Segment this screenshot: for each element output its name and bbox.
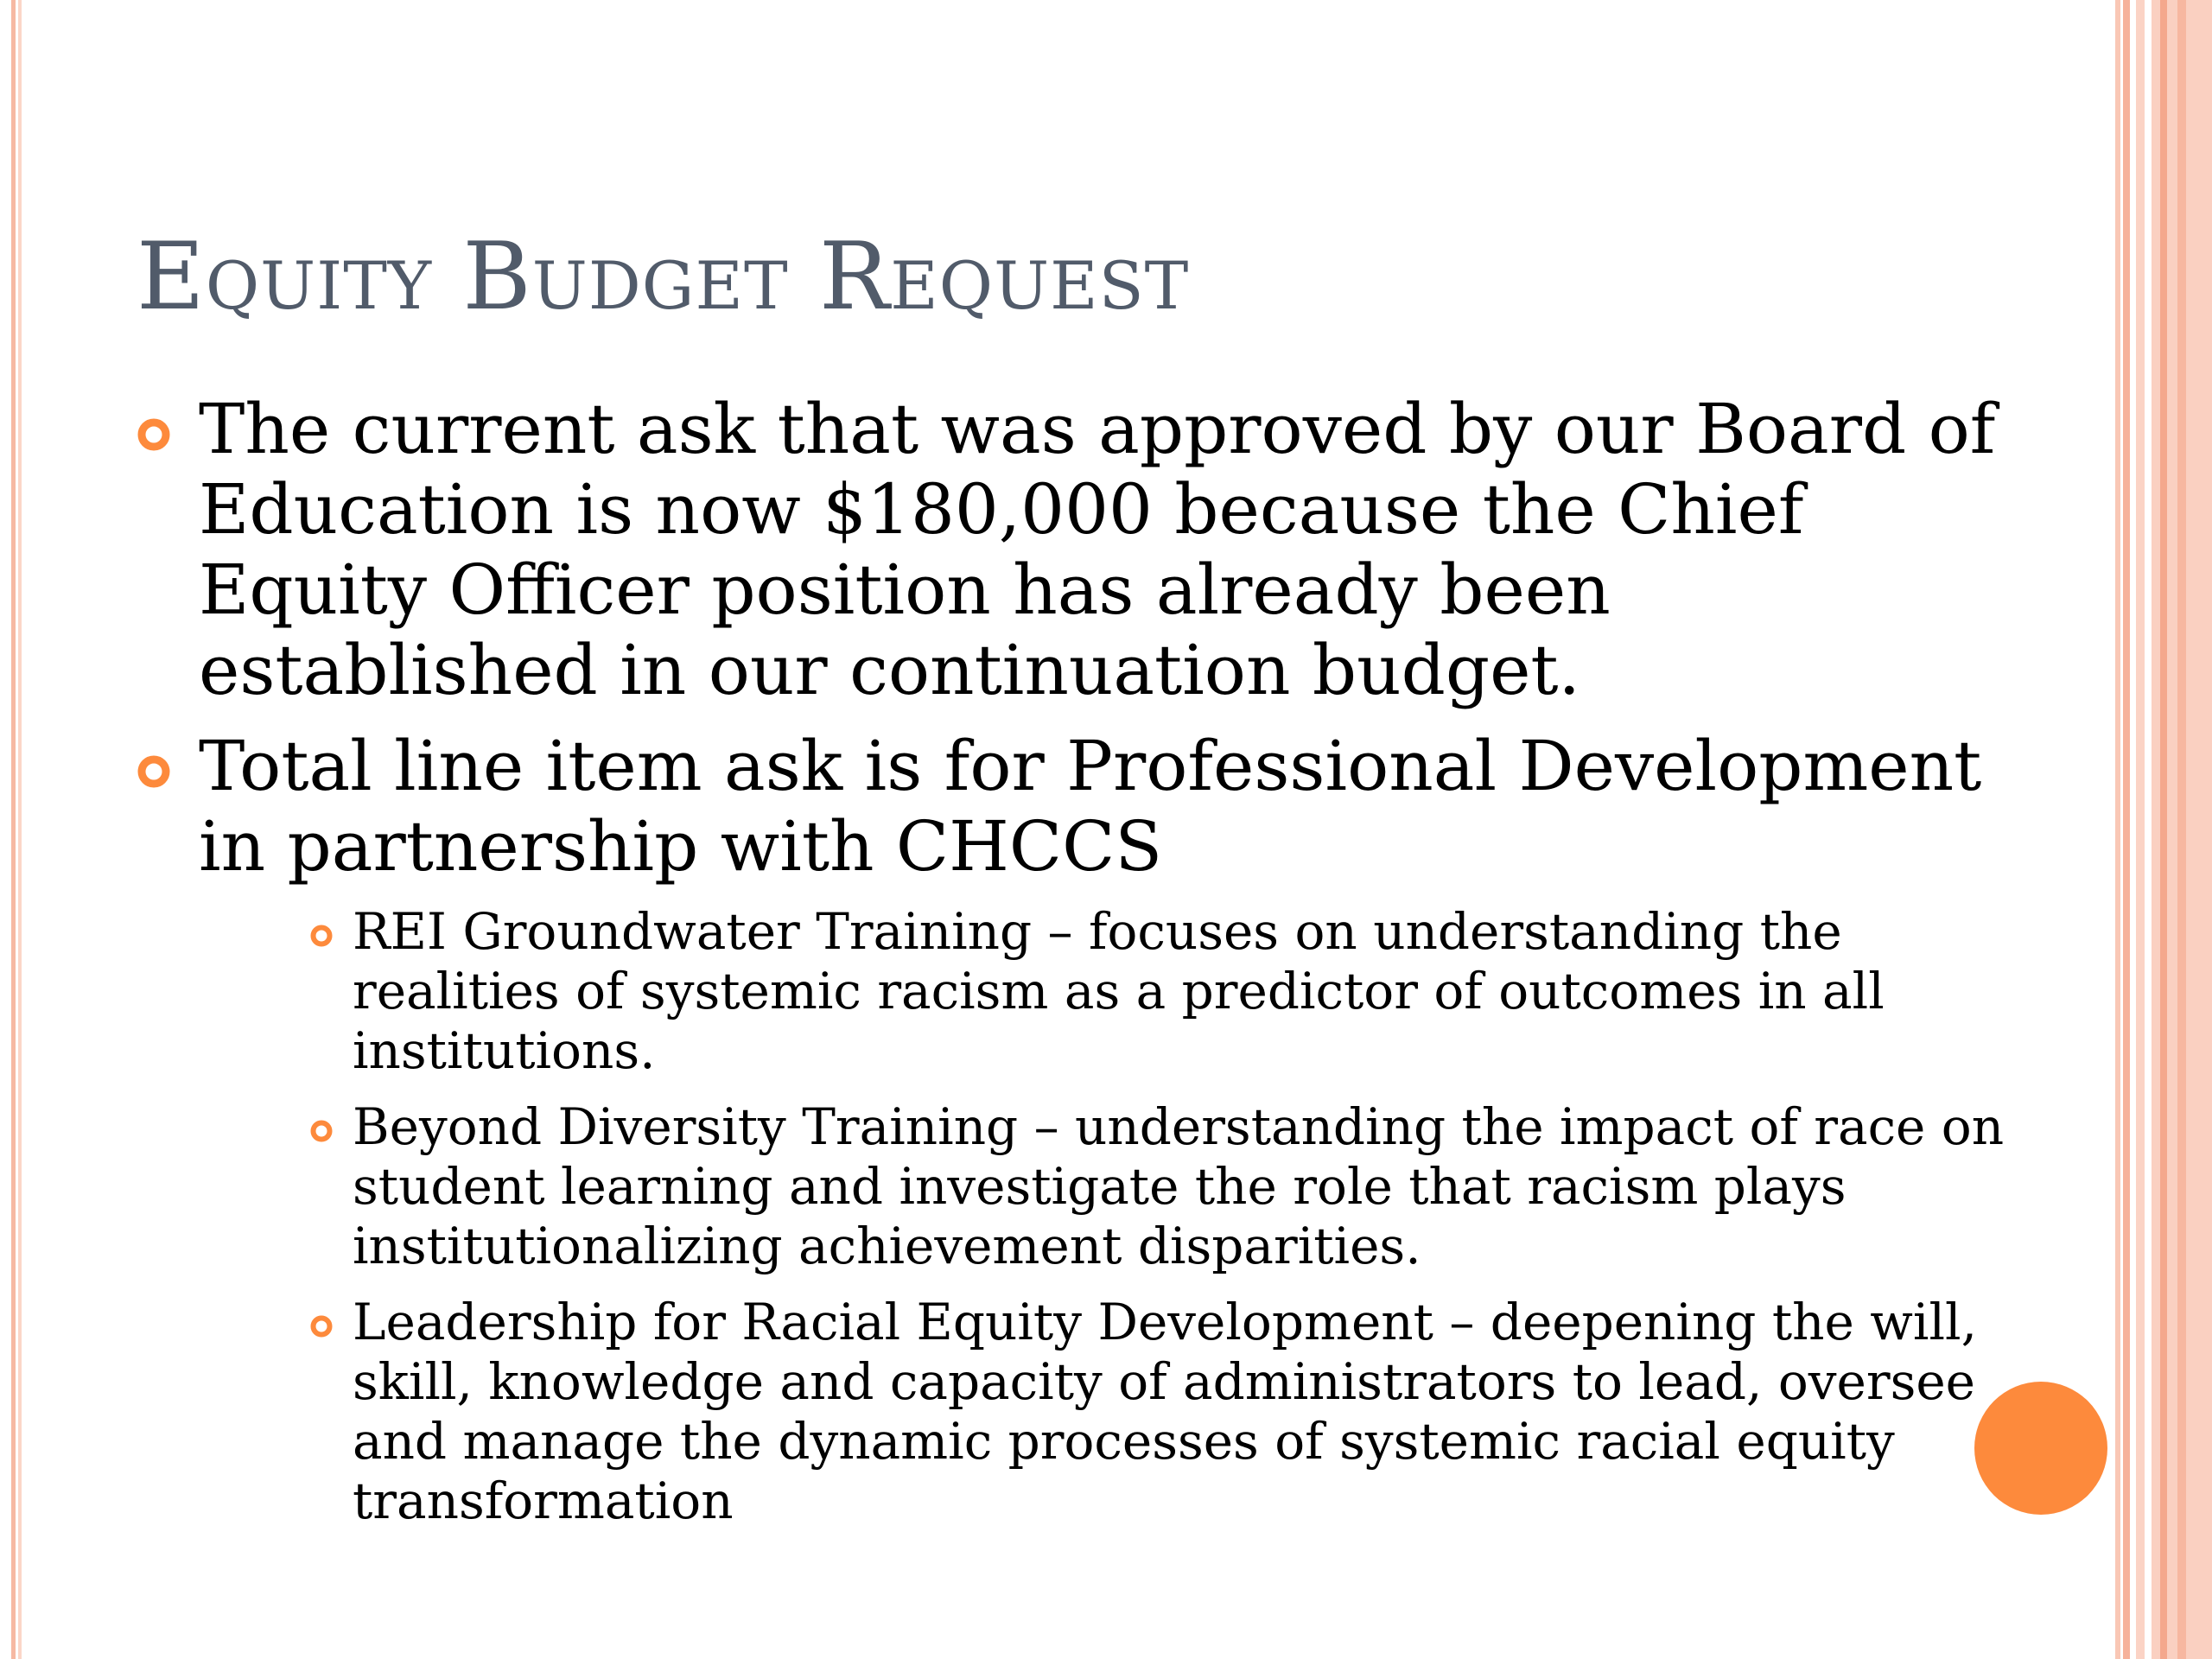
left-border-stripe <box>11 0 16 1659</box>
hollow-circle-bullet-icon <box>309 924 334 948</box>
hollow-circle-bullet-icon <box>309 1314 334 1338</box>
right-border-stripe-5 <box>2177 0 2186 1659</box>
sub-bullet-item <box>309 1097 2020 1276</box>
hollow-circle-bullet-icon <box>137 754 171 789</box>
sub-bullet-text: Leadership for Racial Equity Development – deepening the will, skill, knowledge and capacity of administrators to lead, oversee and manage the dynamic processes of systemic racial equity transformation <box>353 1293 1978 1530</box>
slide-title: Equity Budget Request <box>137 223 1190 331</box>
bullet-item <box>137 726 2020 887</box>
sub-bullet-text: REI Groundwater Training – focuses on understanding the realities of systemic racism as a predictor of outcomes in all institutions. <box>353 902 1885 1080</box>
right-border-stripe-3 <box>2136 0 2145 1659</box>
left-border-stripe-inner <box>18 0 22 1659</box>
bullet-item <box>137 389 2020 710</box>
hollow-circle-bullet-icon <box>309 1119 334 1143</box>
sub-bullet-text: Beyond Diversity Training – understanding the impact of race on student learning and investigate the role that racism plays institutionalizing achievement disparities. <box>353 1097 2005 1275</box>
decorative-circle <box>1974 1382 2107 1515</box>
bullet-text: Total line item ask is for Professional Development in partnership with CHCCS <box>199 726 1982 887</box>
hollow-circle-bullet-icon <box>137 417 171 452</box>
bullet-text: The current ask that was approved by our Board of Education is now $180,000 because the Chief Equity Officer position has already been established in our continuation budget. <box>199 389 1996 710</box>
sub-bullet-item <box>309 1293 2020 1531</box>
sub-bullet-item <box>309 902 2020 1081</box>
sub-bullet-list <box>309 902 2020 1531</box>
slide-body <box>137 389 2020 1548</box>
right-border-stripe-2 <box>2123 0 2130 1659</box>
right-border-stripe-1 <box>2115 0 2120 1659</box>
right-border-stripe-4 <box>2160 0 2167 1659</box>
